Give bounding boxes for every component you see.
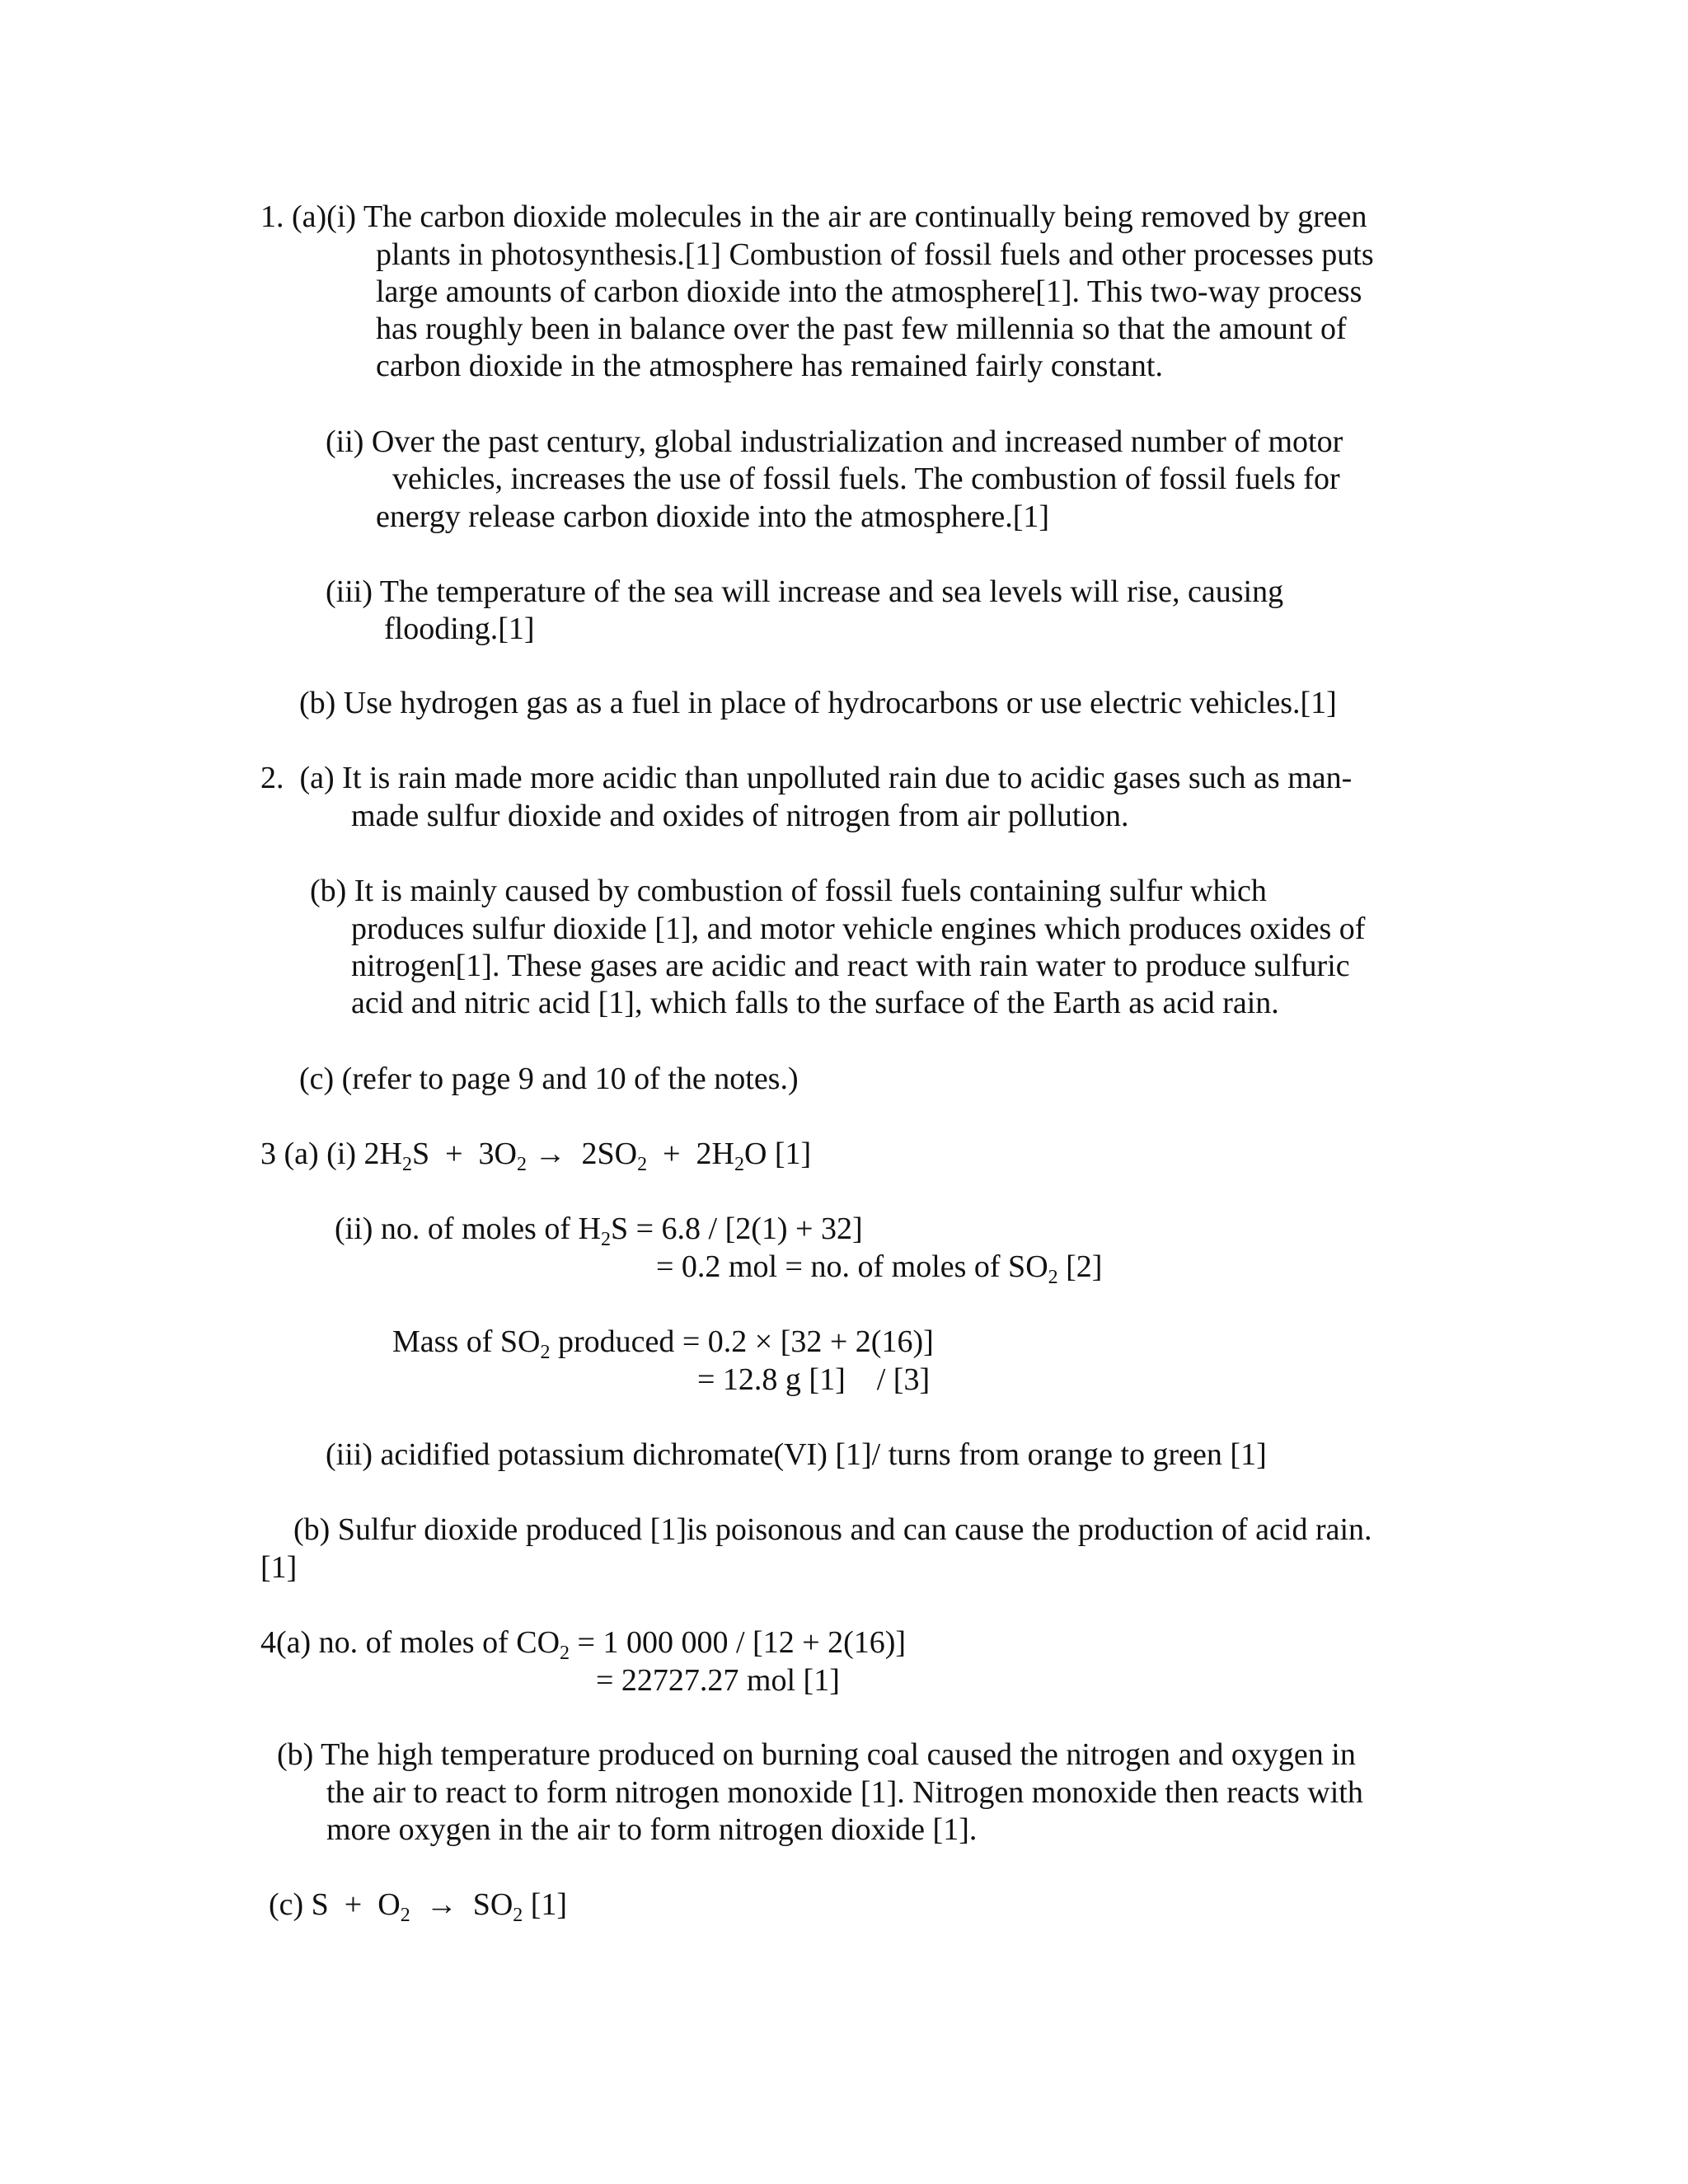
- subscript: 2: [734, 1154, 744, 1175]
- q1-b: (b) Use hydrogen gas as a fuel in place of hydrocarbons or use electric vehicles.[1]: [299, 686, 1337, 720]
- q3-a-iii: (iii) acidified potassium dichromate(VI) [1]/ turns from orange to green [1]: [326, 1437, 1267, 1472]
- line-text: = 1 000 000 / [12 + 2(16)]: [570, 1625, 907, 1660]
- text-line: (b) It is mainly caused by combustion of fossil fuels containing sulfur which: [310, 874, 1267, 908]
- equation-text: + 2H: [647, 1137, 734, 1171]
- text-line: more oxygen in the air to form nitrogen dioxide [1].: [326, 1812, 978, 1847]
- equation-text: (c) S + O: [269, 1887, 401, 1922]
- subscript: 2: [637, 1154, 648, 1175]
- equation-text: S + 3O: [411, 1137, 517, 1171]
- subscript: 2: [560, 1643, 570, 1664]
- text-line: [335, 1210, 863, 1248]
- line-text: 4(a) no. of moles of CO: [260, 1625, 560, 1660]
- line-text: (ii) no. of moles of H: [335, 1212, 601, 1246]
- subscript: 2: [1048, 1267, 1058, 1288]
- line-text: = 0.2 mol = no. of moles of SO: [656, 1249, 1048, 1284]
- q3-a-i-equation: [260, 1135, 811, 1173]
- q4-a-line2: = 22727.27 mol [1]: [596, 1663, 840, 1698]
- equation-text: O [1]: [743, 1137, 812, 1171]
- subscript: 2: [600, 1229, 611, 1250]
- q3-b-line1: (b) Sulfur dioxide produced [1]is poisonous and can cause the production of acid rain.: [293, 1512, 1372, 1547]
- text-line: carbon dioxide in the atmosphere has remained fairly constant.: [376, 349, 1163, 383]
- subscript: 2: [540, 1342, 551, 1363]
- text-line: (ii) Over the past century, global industrialization and increased number of motor: [326, 424, 1343, 459]
- equation-text: 3 (a) (i) 2H: [260, 1137, 402, 1171]
- text-line: plants in photosynthesis.[1] Combustion of fossil fuels and other processes puts: [376, 237, 1374, 272]
- line-text: Mass of SO: [392, 1324, 541, 1359]
- text-line: [392, 1323, 934, 1361]
- text-line: acid and nitric acid [1], which falls to the surface of the Earth as acid rain.: [351, 986, 1279, 1020]
- q4-c-equation: [269, 1886, 567, 1924]
- equation-text: → SO: [410, 1887, 513, 1922]
- text-line: flooding.[1]: [384, 612, 535, 646]
- text-line: made sulfur dioxide and oxides of nitrogen from air pollution.: [351, 799, 1129, 833]
- text-line: nitrogen[1]. These gases are acidic and react with rain water to produce sulfuric: [351, 949, 1350, 983]
- text-line: 1. (a)(i) The carbon dioxide molecules in the air are continually being removed by green: [260, 199, 1367, 234]
- text-line: vehicles, increases the use of fossil fuels. The combustion of fossil fuels for: [392, 462, 1340, 496]
- text-line: 2. (a) It is rain made more acidic than unpolluted rain due to acidic gases such as man-: [260, 761, 1353, 795]
- text-line: has roughly been in balance over the past few millennia so that the amount of: [376, 312, 1347, 346]
- subscript: 2: [400, 1905, 410, 1926]
- line-text: [2]: [1057, 1249, 1103, 1284]
- text-line: (iii) The temperature of the sea will increase and sea levels will rise, causing: [326, 574, 1284, 609]
- text-line: [656, 1248, 1102, 1286]
- q2-c: (c) (refer to page 9 and 10 of the notes.): [299, 1062, 799, 1096]
- equation-text: → 2SO: [527, 1137, 638, 1171]
- text-line: energy release carbon dioxide into the atmosphere.[1]: [376, 499, 1050, 534]
- equation-text: [1]: [523, 1887, 568, 1922]
- subscript: 2: [513, 1905, 523, 1926]
- line-text: produced = 0.2 × [32 + 2(16)]: [550, 1324, 934, 1359]
- line-text: S = 6.8 / [2(1) + 32]: [610, 1212, 863, 1246]
- subscript: 2: [401, 1154, 412, 1175]
- q3-b-line2: [1]: [260, 1550, 298, 1585]
- q4-a-line1: [260, 1624, 907, 1664]
- text-line: large amounts of carbon dioxide into the atmosphere[1]. This two-way process: [376, 274, 1362, 309]
- text-line: (b) The high temperature produced on burning coal caused the nitrogen and oxygen in: [277, 1737, 1356, 1772]
- text-line: produces sulfur dioxide [1], and motor vehicle engines which produces oxides of: [351, 912, 1366, 946]
- subscript: 2: [517, 1154, 527, 1175]
- text-line: = 12.8 g [1] / [3]: [697, 1362, 931, 1397]
- text-line: the air to react to form nitrogen monoxide [1]. Nitrogen monoxide then reacts with: [326, 1775, 1363, 1810]
